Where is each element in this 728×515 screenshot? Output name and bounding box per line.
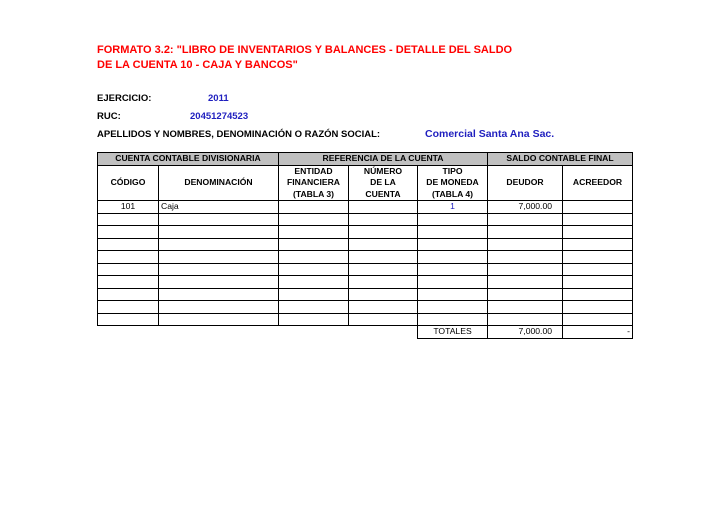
- cell-deudor: [488, 213, 563, 226]
- table-row: [98, 251, 633, 264]
- cell-codigo: [98, 213, 159, 226]
- cell-denominacion: [159, 301, 279, 314]
- cell-codigo: [98, 251, 159, 264]
- cell-entidad: [279, 213, 349, 226]
- title-line-1: FORMATO 3.2: "LIBRO DE INVENTARIOS Y BALANCES - DETALLE DEL SALDO: [97, 44, 513, 56]
- cell-numero: [349, 213, 418, 226]
- totals-spacer: [98, 326, 418, 339]
- header-saldo-contable: SALDO CONTABLE FINAL: [488, 153, 633, 166]
- table-row: [98, 238, 633, 251]
- razon-social-value: Comercial Santa Ana Sac.: [425, 128, 555, 140]
- cell-numero: [349, 313, 418, 326]
- ruc-value: 20451274523: [190, 111, 249, 122]
- cell-entidad: [279, 238, 349, 251]
- cell-acreedor: [563, 313, 633, 326]
- cell-acreedor: [563, 201, 633, 214]
- cell-codigo: 101: [98, 201, 159, 214]
- header-numero-1: NÚMERO: [349, 165, 418, 177]
- header-referencia-cuenta: REFERENCIA DE LA CUENTA: [279, 153, 488, 166]
- group-header-row: [98, 153, 633, 166]
- cell-deudor: [488, 263, 563, 276]
- cell-tipo: [418, 226, 488, 239]
- cell-tipo: [418, 301, 488, 314]
- cell-tipo: [418, 313, 488, 326]
- header-entidad-3: (TABLA 3): [279, 189, 349, 201]
- col-header-row-1: [98, 165, 633, 177]
- header-numero-3: CUENTA: [349, 189, 418, 201]
- table-row: [98, 301, 633, 314]
- table-row: [98, 313, 633, 326]
- header-deudor: DEUDOR: [488, 165, 563, 201]
- header-entidad-2: FINANCIERA: [279, 177, 349, 189]
- cell-denominacion: Caja: [159, 201, 279, 214]
- cell-entidad: [279, 288, 349, 301]
- cell-numero: [349, 276, 418, 289]
- cell-denominacion: [159, 263, 279, 276]
- razon-social-label: APELLIDOS Y NOMBRES, DENOMINACIÓN O RAZÓN SOCIAL:: [97, 129, 381, 140]
- header-denominacion: DENOMINACIÓN: [159, 165, 279, 201]
- cell-deudor: [488, 301, 563, 314]
- header-tipo-1: TIPO: [418, 165, 488, 177]
- cell-denominacion: [159, 213, 279, 226]
- totals-row: [98, 326, 633, 339]
- table-row: [98, 276, 633, 289]
- cell-tipo: [418, 238, 488, 251]
- table-row: [98, 288, 633, 301]
- cell-deudor: [488, 288, 563, 301]
- cell-denominacion: [159, 288, 279, 301]
- cell-tipo: [418, 288, 488, 301]
- cell-acreedor: [563, 276, 633, 289]
- cell-denominacion: [159, 251, 279, 264]
- cell-codigo: [98, 238, 159, 251]
- header-codigo: CÓDIGO: [98, 165, 159, 201]
- cell-entidad: [279, 313, 349, 326]
- table-row: [98, 226, 633, 239]
- cell-tipo: [418, 263, 488, 276]
- cell-codigo: [98, 288, 159, 301]
- cell-tipo: [418, 213, 488, 226]
- cell-codigo: [98, 313, 159, 326]
- header-numero-2: DE LA: [349, 177, 418, 189]
- cell-deudor: [488, 313, 563, 326]
- header-tipo-2: DE MONEDA: [418, 177, 488, 189]
- cell-denominacion: [159, 276, 279, 289]
- cell-numero: [349, 301, 418, 314]
- table-row: [98, 213, 633, 226]
- ejercicio-label: EJERCICIO:: [97, 93, 152, 104]
- cell-acreedor: [563, 213, 633, 226]
- cell-entidad: [279, 201, 349, 214]
- cell-deudor: [488, 226, 563, 239]
- header-entidad-1: ENTIDAD: [279, 165, 349, 177]
- table-row: [98, 263, 633, 276]
- cell-entidad: [279, 301, 349, 314]
- header-tipo-3: (TABLA 4): [418, 189, 488, 201]
- cell-acreedor: [563, 251, 633, 264]
- cell-codigo: [98, 276, 159, 289]
- cell-tipo: [418, 276, 488, 289]
- header-cuenta-divisionaria: CUENTA CONTABLE DIVISIONARIA: [98, 153, 279, 166]
- cell-acreedor: [563, 288, 633, 301]
- cell-entidad: [279, 276, 349, 289]
- cell-acreedor: [563, 263, 633, 276]
- cell-codigo: [98, 226, 159, 239]
- cell-numero: [349, 251, 418, 264]
- totals-label: TOTALES: [418, 326, 488, 339]
- ruc-label: RUC:: [97, 111, 121, 122]
- cell-numero: [349, 201, 418, 214]
- cell-deudor: 7,000.00: [488, 201, 563, 214]
- cell-entidad: [279, 251, 349, 264]
- cell-deudor: [488, 251, 563, 264]
- cell-acreedor: [563, 238, 633, 251]
- table-body: [98, 201, 633, 326]
- cell-tipo: 1: [418, 201, 488, 214]
- cell-denominacion: [159, 238, 279, 251]
- table-row: [98, 201, 633, 214]
- cell-codigo: [98, 301, 159, 314]
- cell-deudor: [488, 276, 563, 289]
- cell-tipo: [418, 251, 488, 264]
- cell-entidad: [279, 263, 349, 276]
- header-acreedor: ACREEDOR: [563, 165, 633, 201]
- cell-acreedor: [563, 226, 633, 239]
- cell-codigo: [98, 263, 159, 276]
- cell-denominacion: [159, 226, 279, 239]
- cell-numero: [349, 238, 418, 251]
- cell-numero: [349, 288, 418, 301]
- totals-acreedor: -: [563, 326, 633, 339]
- ejercicio-value: 2011: [208, 93, 229, 104]
- title-line-2: DE LA CUENTA 10 - CAJA Y BANCOS": [97, 59, 298, 71]
- balance-table: [97, 152, 633, 339]
- totals-deudor: 7,000.00: [488, 326, 563, 339]
- cell-numero: [349, 226, 418, 239]
- cell-deudor: [488, 238, 563, 251]
- document-title: [97, 43, 657, 73]
- cell-numero: [349, 263, 418, 276]
- cell-denominacion: [159, 313, 279, 326]
- cell-acreedor: [563, 301, 633, 314]
- cell-entidad: [279, 226, 349, 239]
